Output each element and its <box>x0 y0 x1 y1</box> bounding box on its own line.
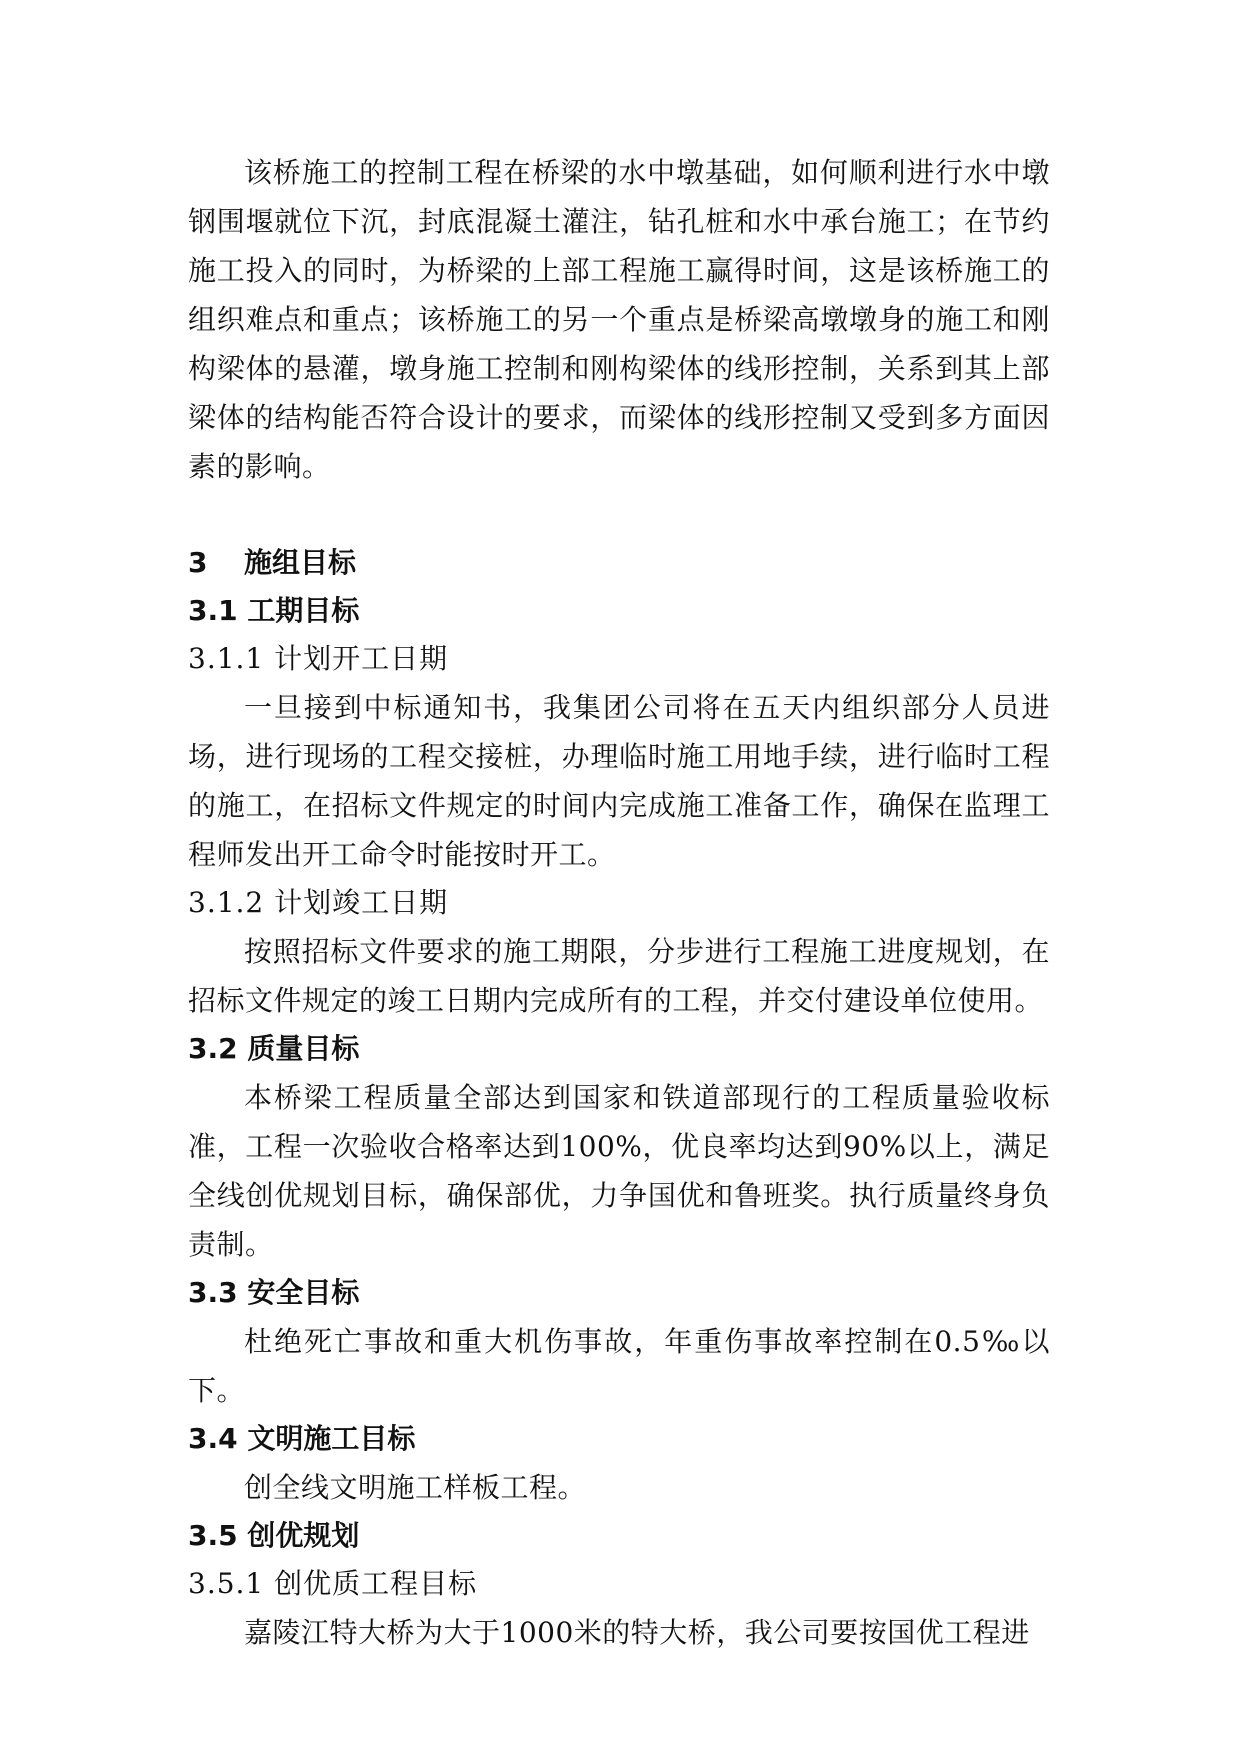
document-content <box>188 148 1050 1657</box>
section-3-2-text: 本桥梁工程质量全部达到国家和铁道部现行的工程质量验收标准，工程一次验收合格率达到100%，优良率均达到90%以上，满足全线创优规划目标，确保部优，力争国优和鲁班奖。执行质量终身负责制。 <box>188 1081 1050 1261</box>
section-3-heading <box>188 539 1050 587</box>
spacer <box>188 491 1050 539</box>
section-3-number: 3 <box>188 546 208 579</box>
section-3-5-1-heading: 3.5.1 创优质工程目标 <box>188 1567 478 1600</box>
intro-paragraph: 该桥施工的控制工程在桥梁的水中墩基础，如何顺利进行水中墩钢围堰就位下沉，封底混凝土灌注，钻孔桩和水中承台施工；在节约施工投入的同时，为桥梁的上部工程施工赢得时间，这是该桥施工的组织难点和重点；该桥施工的另一个重点是桥梁高墩墩身的施工和刚构梁体的悬灌，墩身施工控制和刚构梁体的线形控制，关系到其上部梁体的结构能否符合设计的要求，而梁体的线形控制又受到多方面因素的影响。 <box>188 156 1050 483</box>
section-3-title: 施组目标 <box>244 546 357 579</box>
section-3-1-2-heading: 3.1.2 计划竣工日期 <box>188 886 449 919</box>
section-3-1-2-text: 按照招标文件要求的施工期限，分步进行工程施工进度规划，在招标文件规定的竣工日期内完成所有的工程，并交付建设单位使用。 <box>188 935 1050 1017</box>
section-3-3-text: 杜绝死亡事故和重大机伤事故，年重伤事故率控制在0.5‰以下。 <box>188 1325 1050 1407</box>
section-3-2-heading: 3.2 质量目标 <box>188 1032 360 1065</box>
section-3-1-1-heading: 3.1.1 计划开工日期 <box>188 642 449 675</box>
section-3-1-1-text: 一旦接到中标通知书，我集团公司将在五天内组织部分人员进场，进行现场的工程交接桩，办理临时施工用地手续，进行临时工程的施工，在招标文件规定的时间内完成施工准备工作，确保在监理工程师发出开工命令时能按时开工。 <box>188 691 1050 871</box>
section-3-1-heading: 3.1 工期目标 <box>188 594 360 627</box>
section-3-3-heading: 3.3 安全目标 <box>188 1276 360 1309</box>
section-3-5-heading: 3.5 创优规划 <box>188 1519 360 1552</box>
section-3-5-1-text: 嘉陵江特大桥为大于1000米的特大桥，我公司要按国优工程进 <box>244 1616 1030 1649</box>
section-3-4-text: 创全线文明施工样板工程。 <box>244 1471 587 1504</box>
section-3-4-heading: 3.4 文明施工目标 <box>188 1422 416 1455</box>
